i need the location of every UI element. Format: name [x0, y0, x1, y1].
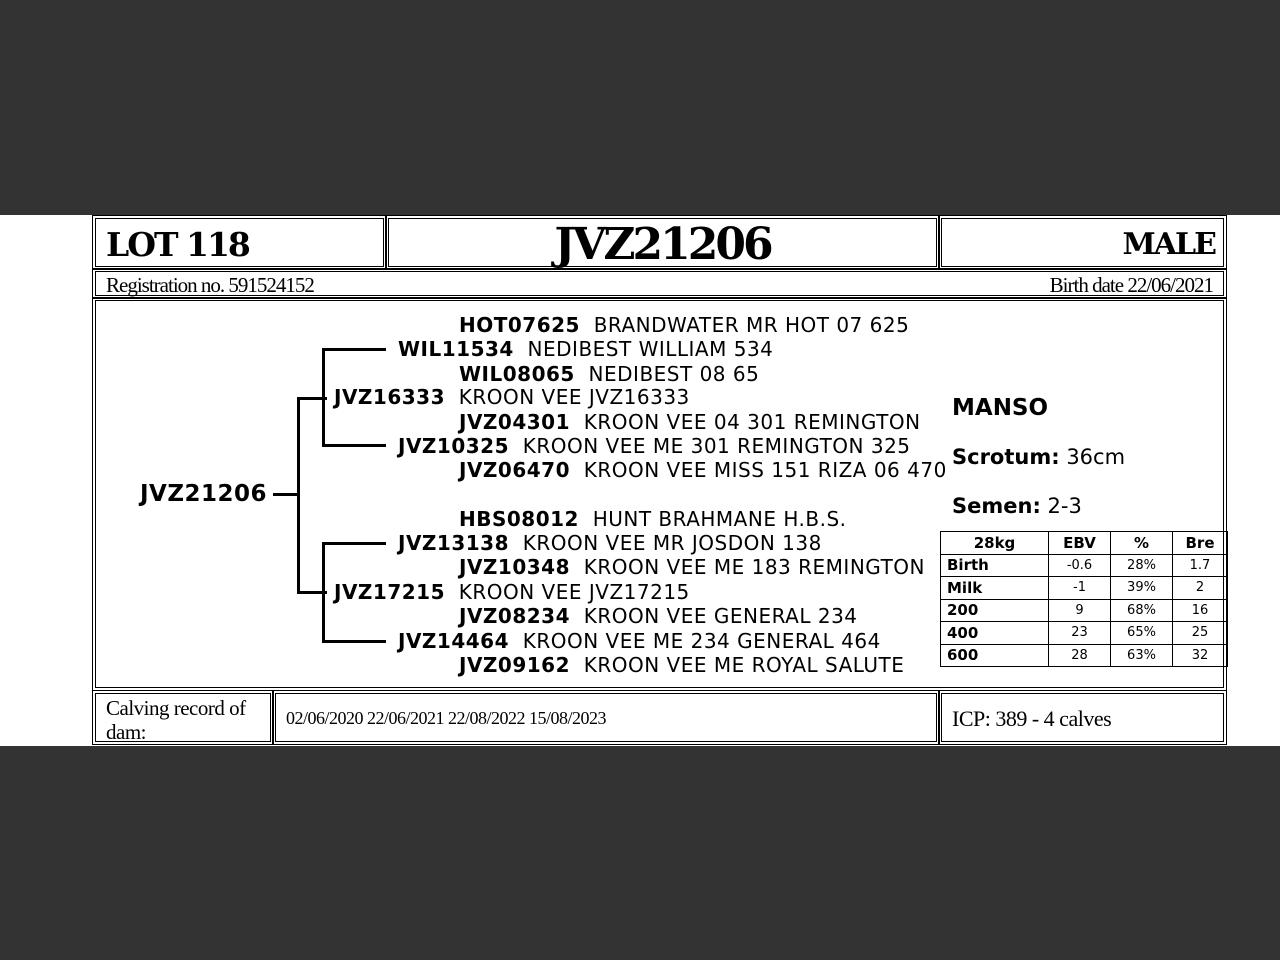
- ebv-header-cell: 28kg: [941, 532, 1049, 555]
- pedigree-ssd: [459, 362, 759, 386]
- ancestor-code: WIL08065: [459, 362, 575, 386]
- ebv-value: 23: [1049, 622, 1111, 645]
- semen-value: 2-3: [1047, 494, 1082, 518]
- connector-line: [322, 542, 325, 642]
- ancestor-name: NEDIBEST WILLIAM 534: [527, 337, 774, 361]
- ancestor-code: HBS08012: [459, 507, 579, 531]
- ebv-bre: 2: [1173, 577, 1228, 600]
- connector-line: [322, 640, 386, 643]
- pedigree-sdd: [459, 458, 947, 482]
- ebv-value: 28: [1049, 644, 1111, 667]
- ancestor-name: KROON VEE MISS 151 RIZA 06 470: [583, 458, 947, 482]
- ancestor-code: JVZ04301: [459, 410, 571, 434]
- scrotum-row: [952, 445, 1125, 469]
- pedigree-sd: [398, 434, 911, 458]
- pedigree-dd: [398, 629, 881, 653]
- birth-date: Birth date 22/06/2021: [1049, 273, 1213, 297]
- ebv-trait: 600: [941, 644, 1049, 667]
- ancestor-name: KROON VEE ME 301 REMINGTON 325: [522, 434, 911, 458]
- icp-box: [941, 693, 1224, 742]
- ebv-percent: 63%: [1111, 644, 1173, 667]
- ancestor-code: JVZ10348: [459, 555, 571, 579]
- pedigree-dds: [459, 604, 858, 628]
- ebv-bre: 32: [1173, 644, 1228, 667]
- calving-label: Calving record of dam:: [106, 696, 246, 744]
- connector-line: [322, 542, 386, 545]
- ebv-percent: 68%: [1111, 599, 1173, 622]
- lot-box: [95, 218, 384, 267]
- ancestor-name: KROON VEE 04 301 REMINGTON: [583, 410, 921, 434]
- pedigree-ds: [398, 531, 822, 555]
- sex-box: [941, 218, 1224, 267]
- semen-label: Semen:: [952, 494, 1041, 518]
- ebv-table: [940, 531, 1228, 667]
- ancestor-name: KROON VEE ME 234 GENERAL 464: [522, 629, 881, 653]
- lot-card: [0, 215, 1280, 746]
- ancestor-code: JVZ10325: [398, 434, 510, 458]
- registration-row: [95, 271, 1224, 296]
- ebv-value: -0.6: [1049, 554, 1111, 577]
- ebv-header-cell: EBV: [1049, 532, 1111, 555]
- registration-number: Registration no. 591524152: [106, 273, 314, 297]
- ebv-row: [941, 644, 1228, 667]
- ebv-row: [941, 622, 1228, 645]
- calving-dates-box: [275, 693, 937, 742]
- ancestor-code: JVZ09162: [459, 653, 571, 677]
- ebv-bre: 25: [1173, 622, 1228, 645]
- ebv-trait: 400: [941, 622, 1049, 645]
- pedigree-dss: [459, 507, 847, 531]
- ancestor-code: JVZ08234: [459, 604, 571, 628]
- ancestor-code: HOT07625: [459, 313, 580, 337]
- ancestor-code: JVZ16333: [334, 385, 446, 409]
- calving-label-box: [95, 693, 271, 742]
- breed-label: MANSO: [952, 395, 1049, 421]
- ancestor-code: JVZ13138: [398, 531, 510, 555]
- lot-number: LOT 118: [106, 225, 249, 264]
- connector-line: [322, 348, 325, 447]
- ebv-bre: 16: [1173, 599, 1228, 622]
- ancestor-name: KROON VEE JVZ17215: [458, 580, 690, 604]
- pedigree-dsd: [459, 555, 925, 579]
- ebv-row: [941, 599, 1228, 622]
- animal-id-title: JVZ21206: [554, 219, 771, 270]
- id-box: [388, 218, 937, 270]
- ebv-bre: 1.7: [1173, 554, 1228, 577]
- ancestor-code: WIL11534: [398, 337, 514, 361]
- ancestor-code: JVZ06470: [459, 458, 571, 482]
- ancestor-name: KROON VEE MR JOSDON 138: [522, 531, 822, 555]
- animal-sex: MALE: [1122, 227, 1215, 262]
- icp-value: ICP: 389 - 4 calves: [952, 706, 1112, 731]
- pedigree-sds: [459, 410, 921, 434]
- ebv-percent: 39%: [1111, 577, 1173, 600]
- calving-dates: 02/06/2020 22/06/2021 22/08/2022 15/08/2023: [286, 708, 607, 728]
- ancestor-name: KROON VEE ME 183 REMINGTON: [583, 555, 925, 579]
- ebv-value: -1: [1049, 577, 1111, 600]
- ebv-value: 9: [1049, 599, 1111, 622]
- ancestor-code: JVZ14464: [398, 629, 510, 653]
- ebv-percent: 28%: [1111, 554, 1173, 577]
- ancestor-name: HUNT BRAHMANE H.B.S.: [592, 507, 847, 531]
- connector-line: [322, 444, 386, 447]
- pedigree-subject: JVZ21206: [140, 481, 268, 507]
- ancestor-name: KROON VEE JVZ16333: [458, 385, 690, 409]
- pedigree-dam: [334, 580, 690, 604]
- ebv-header-row: [941, 532, 1228, 555]
- ebv-row: [941, 577, 1228, 600]
- pedigree-sire: [334, 385, 690, 409]
- pedigree-ss: [398, 337, 773, 361]
- ebv-percent: 65%: [1111, 622, 1173, 645]
- ebv-header-cell: %: [1111, 532, 1173, 555]
- connector-line: [322, 348, 386, 351]
- ebv-trait: Milk: [941, 577, 1049, 600]
- ancestor-name: BRANDWATER MR HOT 07 625: [593, 313, 910, 337]
- ebv-row: [941, 554, 1228, 577]
- ebv-trait: 200: [941, 599, 1049, 622]
- ancestor-name: NEDIBEST 08 65: [588, 362, 760, 386]
- ebv-trait: Birth: [941, 554, 1049, 577]
- ancestor-name: KROON VEE GENERAL 234: [583, 604, 858, 628]
- semen-row: [952, 494, 1082, 518]
- ancestor-name: KROON VEE ME ROYAL SALUTE: [583, 653, 905, 677]
- connector-line: [297, 397, 300, 593]
- pedigree-sss: [459, 313, 909, 337]
- scrotum-value: 36cm: [1066, 445, 1126, 469]
- connector-line: [273, 493, 299, 496]
- ebv-header-cell: Bre: [1173, 532, 1228, 555]
- ancestor-code: JVZ17215: [334, 580, 446, 604]
- pedigree-ddd: [459, 653, 904, 677]
- scrotum-label: Scrotum:: [952, 445, 1060, 469]
